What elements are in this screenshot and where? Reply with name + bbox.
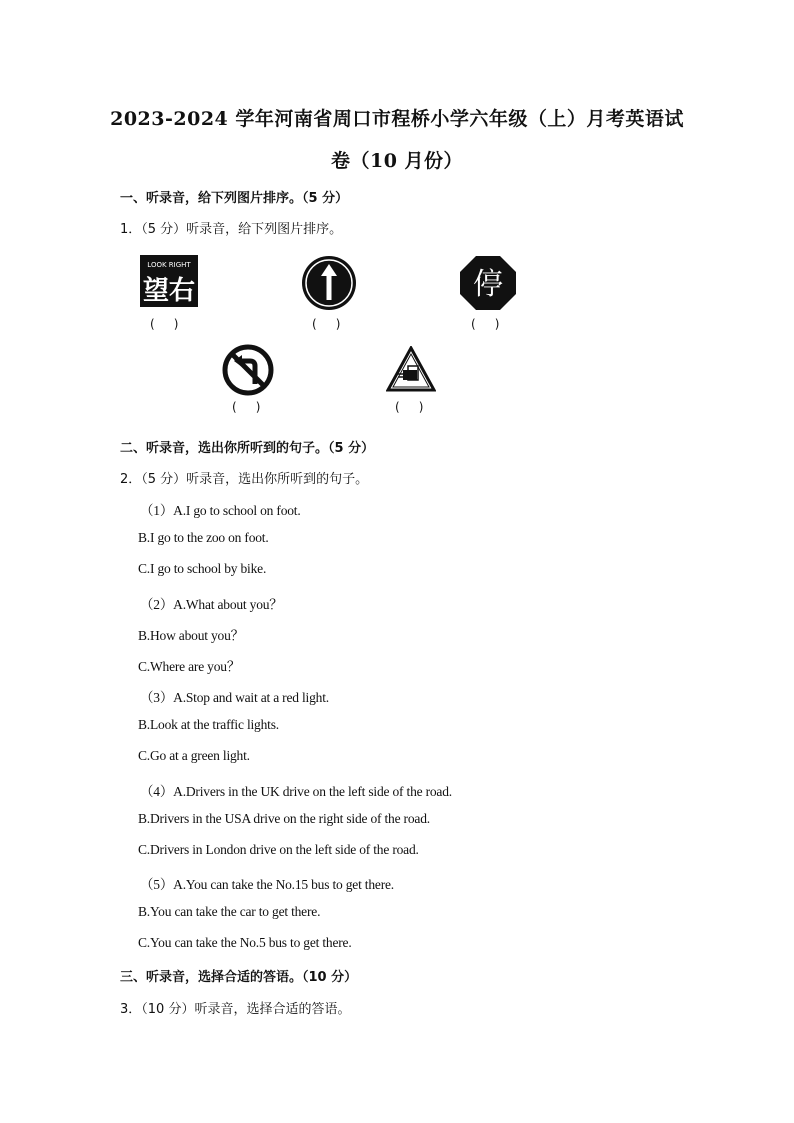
q2-item-1-option-a: （1）A.I go to school on foot. <box>140 503 301 518</box>
pedestrian-caution-sign-icon <box>386 346 436 392</box>
q2-item-1-option-b: B.I go to the zoo on foot. <box>138 530 269 545</box>
q2-item-1-option-c: C.I go to school by bike. <box>138 561 267 576</box>
q2-item-4-option-a: （4）A.Drivers in the UK drive on the left side of the road. <box>140 784 452 799</box>
document-title-line-2: 卷（10 月份） <box>330 150 464 172</box>
q2-item-5-option-c: C.You can take the No.5 bus to get there. <box>138 935 352 950</box>
section-3-heading: 三、听录音，选择合适的答语。（10 分） <box>120 970 358 985</box>
answer-paren-4[interactable]: ( ) <box>232 400 261 414</box>
q2-item-5-option-b: B.You can take the car to get there. <box>138 904 321 919</box>
section-2-heading: 二、听录音，选出你所听到的句子。（5 分） <box>120 441 375 456</box>
answer-paren-3[interactable]: ( ) <box>471 317 500 331</box>
section-1-heading: 一、听录音，给下列图片排序。（5 分） <box>120 191 349 206</box>
look-right-sign-icon <box>140 255 198 307</box>
q2-item-2-option-c: C.Where are you？ <box>138 659 241 674</box>
q2-item-2-option-a: （2）A.What about you？ <box>140 597 283 612</box>
look-right-chinese-text: 望右 <box>142 276 196 306</box>
document-title-line-1: 2023-2024 学年河南省周口市程桥小学六年级（上）月考英语试 <box>110 108 684 130</box>
question-2: 2．（5 分）听录音，选出你所听到的句子。 <box>120 472 369 487</box>
q2-item-4-option-c: C.Drivers in London drive on the left side of the road. <box>138 842 419 857</box>
question-1: 1．（5 分）听录音，给下列图片排序。 <box>120 222 343 237</box>
look-right-text: LOOK RIGHT <box>147 261 191 269</box>
traffic-signs-figure <box>140 250 525 418</box>
go-straight-sign-icon <box>300 254 358 312</box>
no-left-turn-sign-icon <box>222 344 274 396</box>
q2-item-4-option-b: B.Drivers in the USA drive on the right side of the road. <box>138 811 430 826</box>
answer-paren-2[interactable]: ( ) <box>312 317 341 331</box>
q2-item-3-option-a: （3）A.Stop and wait at a red light. <box>140 690 329 705</box>
question-3: 3．（10 分）听录音，选择合适的答语。 <box>120 1002 351 1017</box>
q2-item-3-option-b: B.Look at the traffic lights. <box>138 717 279 732</box>
q2-item-3-option-c: C.Go at a green light. <box>138 748 250 763</box>
stop-sign-icon <box>458 254 518 312</box>
q2-item-5-option-a: （5）A.You can take the No.15 bus to get there. <box>140 877 394 892</box>
answer-paren-5[interactable]: ( ) <box>395 400 424 414</box>
q2-item-2-option-b: B.How about you？ <box>138 628 244 643</box>
answer-paren-1[interactable]: ( ) <box>150 317 179 331</box>
stop-chinese-text: 停 <box>473 267 503 302</box>
